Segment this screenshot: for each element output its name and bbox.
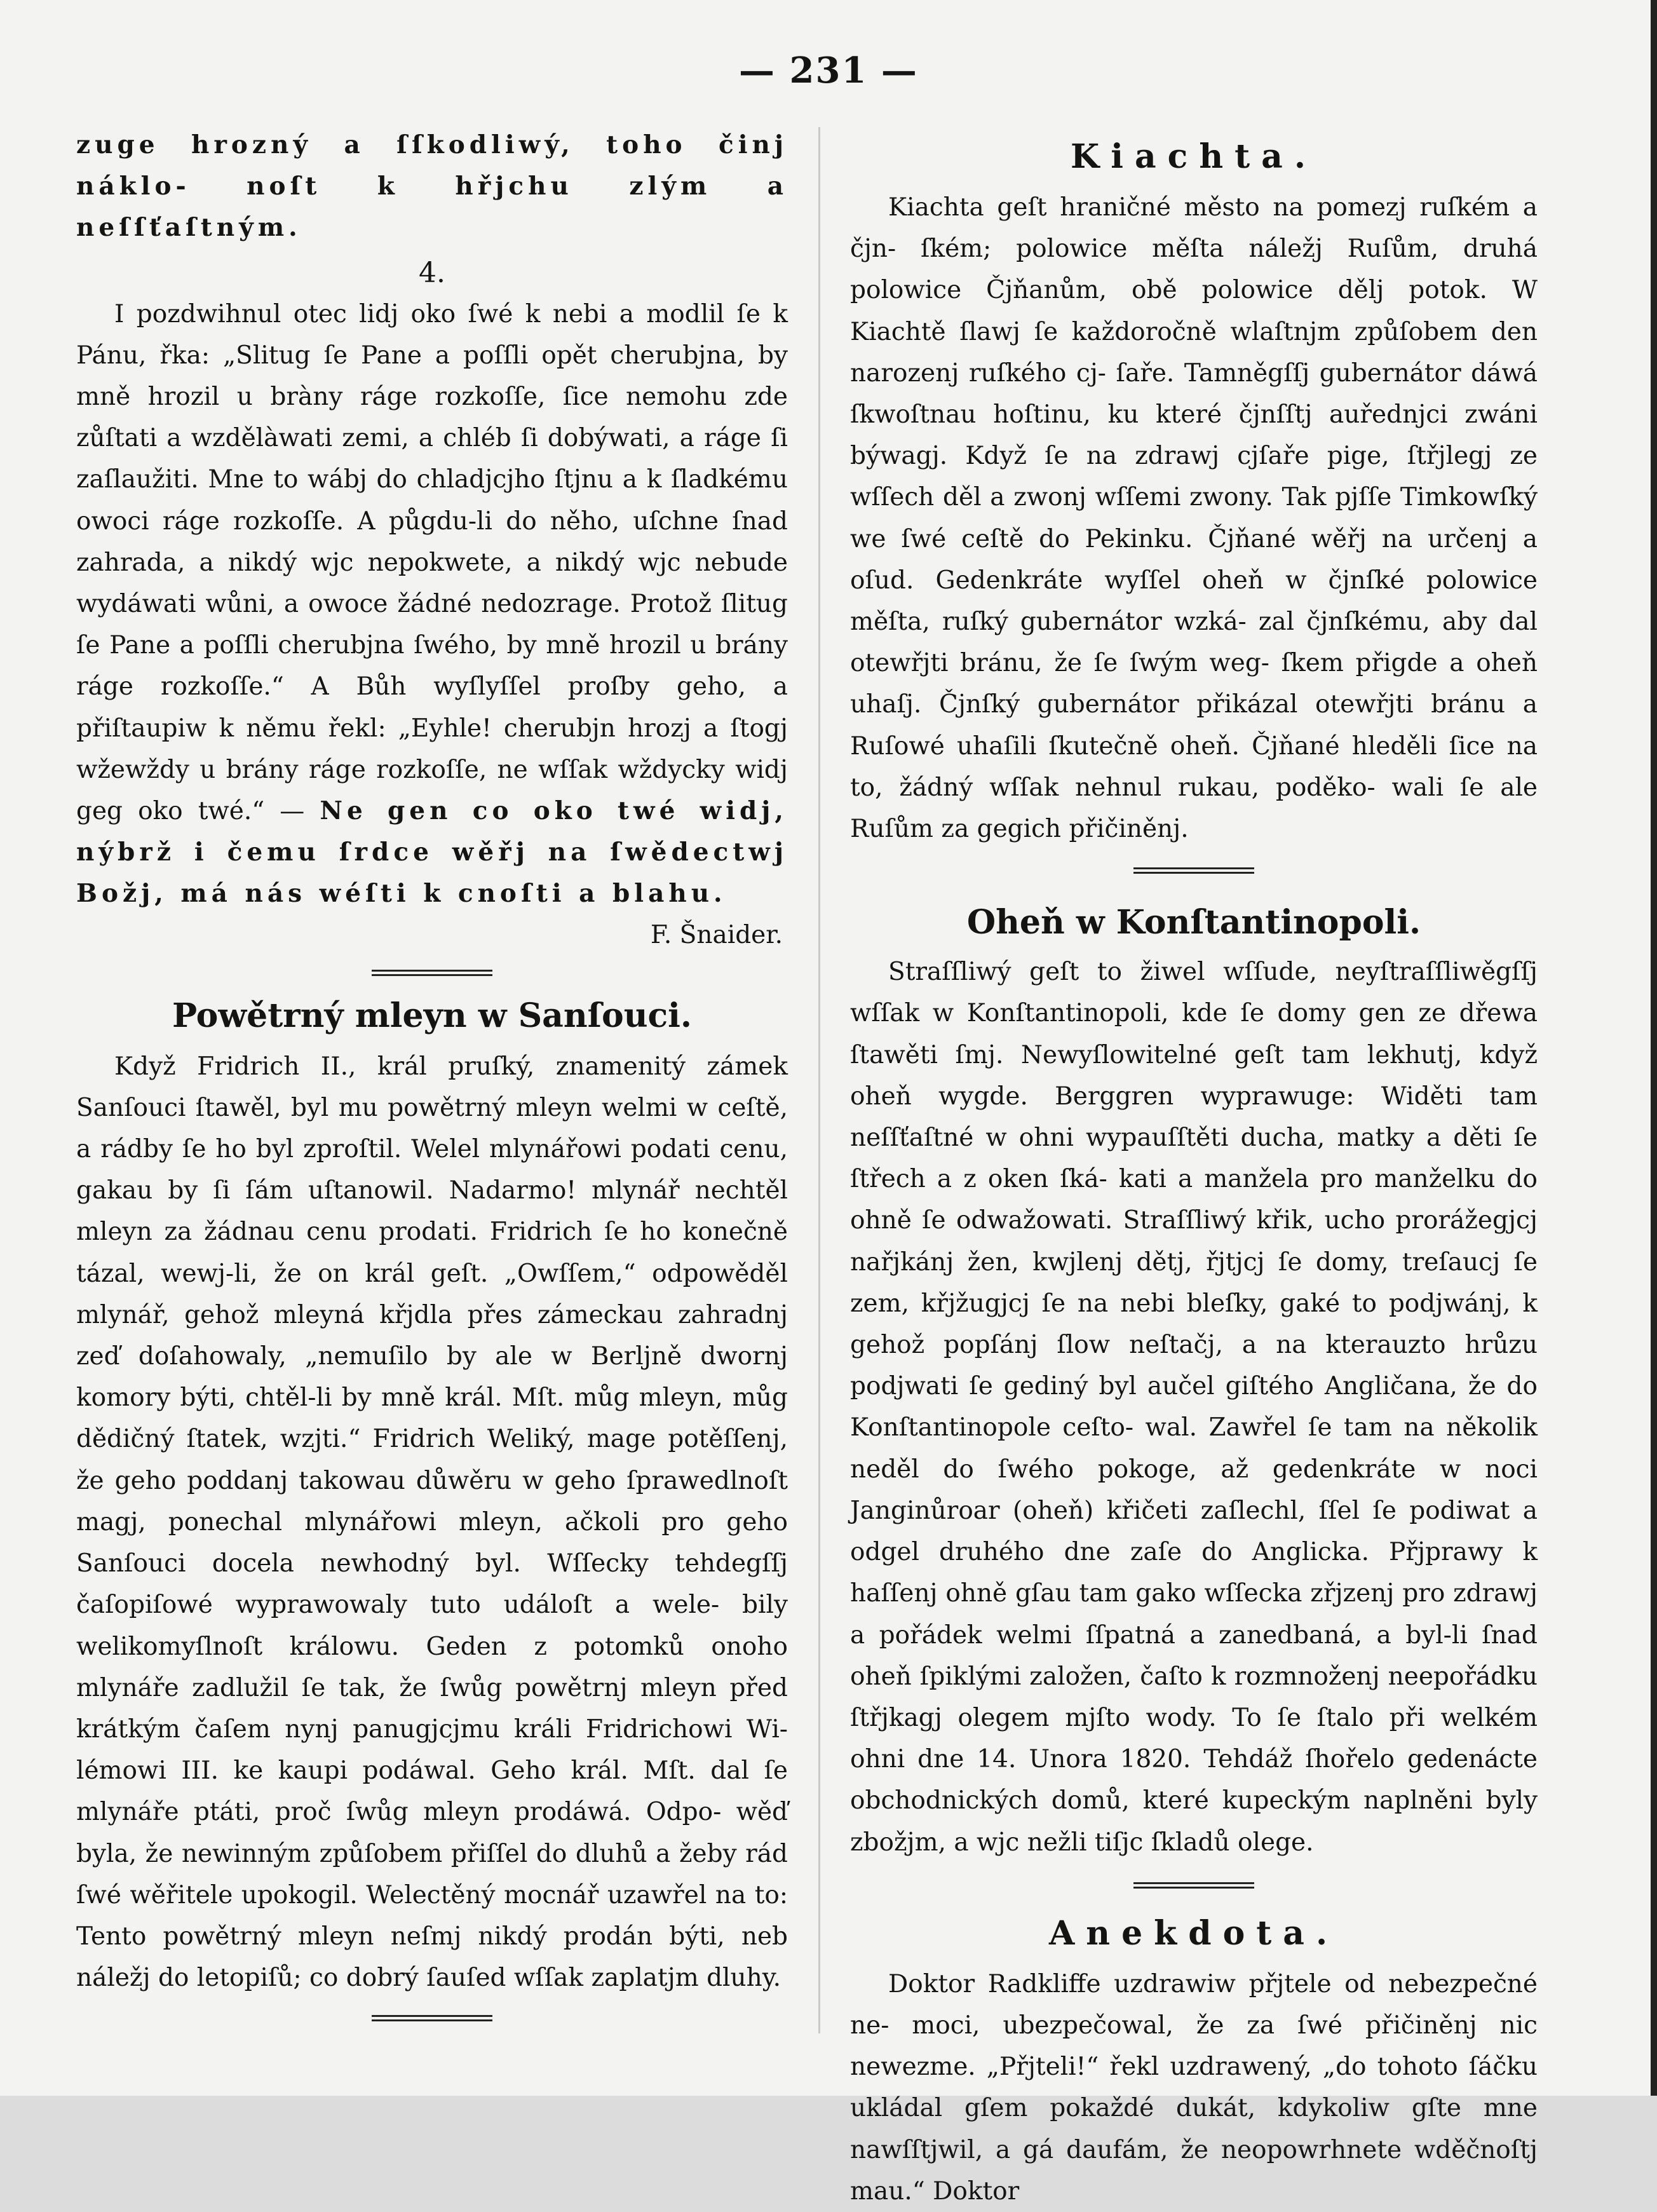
column-divider [818, 127, 820, 2033]
right-column [850, 125, 1538, 2212]
parable-emphasis: Ne gen co oko twé widj, nýbrž i čemu ſrdce wěřj na ſwědectwj Božj, má nás wéſti k cnoſti a blahu. [76, 796, 788, 909]
article-heading-kiachta: Kiachta. [1071, 137, 1317, 176]
end-rule [372, 2015, 492, 2021]
section-rule-3 [1133, 1882, 1254, 1889]
parable-paragraph [76, 294, 788, 915]
article-heading-windmill: Powětrný mleyn w Sanſouci. [172, 996, 693, 1035]
kiachta-article-text: Kiachta geſt hraničné město na pomezj ruſkém a čjn- ſkém; polowice měſta náležj Ruſům, druhá polowice Čjňanům, obě polowice dělj potok. W Kiachtě ſlawj ſe každoročně wlaſtnjm způſobem den narozenj ruſkého cj- ſaře. Tamněgſſj gubernátor dáwá ſkwoſtnau hoſtinu, ku které čjnſſtj auřednjci zwáni býwagj. Když ſe na zdrawj cjſaře pige, ſtřjlegj ze wſſech děl a zwonj wſſemi zwony. Tak pjſſe Timkowſký we ſwé ceſtě do Pekinku. Čjňané wěřj na určenj a oſud. Gedenkráte wyſſel oheň w čjnſké polowice měſta, ruſký gubernátor wzká- zal čjnſkému, aby dal otewřjti bránu, že ſe ſwým weg- ſkem přigde a oheň uhaſj. Čjnſký gubernátor přikázal otewřjti bránu a Ruſowé uhaſili ſkutečně oheň. Čjňané hleděli ſice na to, žádný wſſak nehnul rukau, poděko- wali ſe ale Ruſům za gegich přičiněnj. [850, 193, 1538, 844]
page-number: — 231 — [739, 50, 918, 92]
article-heading-fire: Oheň w Konſtantinopoli. [966, 903, 1421, 942]
article-heading-anecdote: Anekdota. [1048, 1913, 1339, 1953]
anecdote-text: Doktor Radkliffe uzdrawiw přjtele od nebezpečné ne- moci, ubezpečowal, že za ſwé přičiněnj nic newezme. „Přjteli!“ řekl uzdrawený, „do tohoto ſáčku ukládal gſem pokaždé dukát, kdykoliw gſte mne nawſſtjwil, a gá daufám, že neopowrhnete wděčnoſtj mau.“ Doktor [850, 1969, 1538, 2206]
scan-edge [1651, 0, 1657, 2096]
left-column [76, 125, 788, 2021]
section-rule-2 [1133, 867, 1254, 874]
author-signature: F. Šnaider. [650, 920, 783, 949]
section-rule [372, 970, 492, 976]
windmill-article-text: Když Fridrich II., král pruſký, znamenitý zámek Sanſouci ſtawěl, byl mu powětrný mleyn welmi w ceſtě, a rádby ſe ho byl zproſtil. Welel mlynářowi podati cenu, gakau by ſi ſám uſtanowil. Nadarmo! mlynář nechtěl mleyn za žádnau cenu prodati. Fridrich ſe ho konečně tázal, wewj-li, že on král geſt. „Owſſem,“ odpowěděl mlynář, gehož mleyná křjdla přes zámeckau zahradnj zeď doſahowaly, „nemuſilo by ale w Berljně dwornj komory býti, chtěl-li by mně král. Mſt. můg mleyn, můg dědičný ſtatek, wzjti.“ Fridrich Weliký, mage potěſſenj, že geho poddanj takowau důwěru w geho ſprawedlnoſt magj, ponechal mlynářowi mleyn, ačkoli pro geho Sanſouci docela newhodný byl. Wſſecky tehdegſſj čaſopiſowé wyprawowaly tuto událoſt a wele- bily welikomyſlnoſt králowu. Geden z potomků onoho mlynáře zadlužil ſe tak, že ſwůg powětrnj mleyn před krátkým čaſem nynj panugjcjmu králi Fridrichowi Wi- lémowi III. ke kaupi podáwal. Geho král. Mſt. dal ſe mlynáře ptáti, proč ſwůg mleyn prodáwá. Odpo- wěď byla, že newinným způſobem přiſſel do dluhů a žeby rád ſwé wěřitele upokogil. Welectěný mocnář uzawřel na to: Tento powětrný mleyn neſmj nikdý prodán býti, neb náležj do letopiſů; co dobrý ſauſed wſſak zaplatjm dluhy. [76, 1052, 788, 1993]
section-number: 4. [419, 256, 445, 289]
continued-paragraph: zuge hrozný a ſſkodliwý, toho činj náklo- noſt k hřjchu zlým a neſſťaſtným. [76, 130, 788, 243]
parable-text: I pozdwihnul otec lidj oko ſwé k nebi a modlil ſe k Pánu, řka: „Slitug ſe Pane a poſſli opět cherubjna, by mně hrozil u bràny ráge rozkoſſe, ſice nemohu zde zůſtati a wzdělàwati zemi, a chléb ſi dobýwati, a ráge ſi zaſlaužiti. Mne to wábj do chladjcjho ſtjnu a k ſladkému owoci ráge rozkoſſe. A půgdu-li do něho, uſchne ſnad zahrada, a nikdý wjc nepokwete, a nikdý wjc nebude wydáwati wůni, a owoce žádné nedozrage. Protož ſlitug ſe Pane a poſſli cherubjna ſwého, by mně hrozil u brány ráge rozkoſſe.“ A Bůh wyſlyſſel proſby geho, a přiſtaupiw k němu řekl: „Eyhle! cherubjn hrozj a ſtogj wžewždy u brány ráge rozkoſſe, ne wſſak wždycky widj geg oko twé.“ — [76, 299, 788, 826]
fire-article-text: Straſſliwý geſt to žiwel wſſude, neyſtraſſliwěgſſj wſſak w Konſtantinopoli, kde ſe domy gen ze dřewa ſtawěti ſmj. Newyſlowitelné geſt tam lekhutj, když oheň wygde. Berggren wyprawuge: Widěti tam neſſťaſtné w ohni wypauſſtěti ducha, matky a děti ſe ſtřech a z oken ſká- kati a manžela pro manželku do ohně ſe odwažowati. Straſſliwý křik, ucho prorážegjcj nařjkánj žen, kwjlenj dětj, řjtjcj ſe domy, treſaucj ſe zem, křjžugjcj ſe na nebi bleſky, gaké to podjwánj, k gehož popſánj ſlow neſtačj, a na kterauzto hrůzu podjwati ſe gediný byl aučel giſtého Angličana, že do Konſtantinopole ceſto- wal. Zawřel ſe tam na několik neděl do ſwého pokoge, až gedenkráte w noci Janginůroar (oheň) křičeti zaſlechl, ſſel ſe podiwat a odgel druhého dne zaſe do Anglicka. Přjprawy k haſſenj ohně gſau tam gako wſſecka zřjzenj pro zdrawj a pořádek welmi ſſpatná a zanedbaná, a byl-li ſnad oheň ſpiklými založen, čaſto k rozmnoženj neepořádku ſtřjkagj olegem mjſto wody. To ſe ſtalo při welkém ohni dne 14. Unora 1820. Tehdáž ſhořelo gedenácte obchodnických domů, které kupeckým naplněni byly zbožjm, a wjc nežli tiſjc ſkladů olege. [850, 958, 1538, 1857]
